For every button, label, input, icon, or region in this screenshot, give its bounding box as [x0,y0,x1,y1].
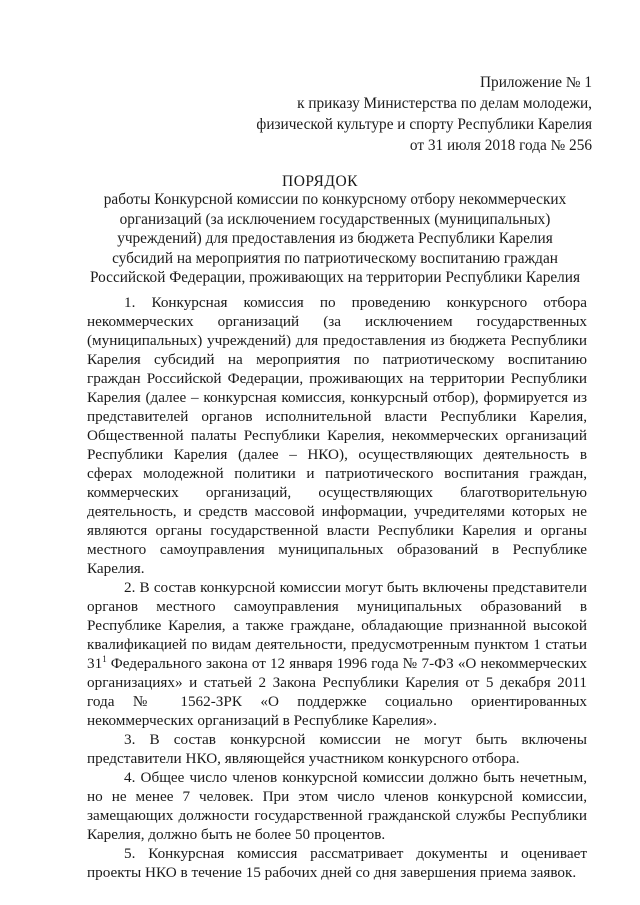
annex-line-2: к приказу Министерства по делам молодежи, [297,95,592,112]
paragraph-3: 3. В состав конкурсной комиссии не могут быть включены представители НКО, являющейся участником конкурсного отбора. [87,731,587,767]
annex-line-4: от 31 июля 2018 года № 256 [409,137,592,154]
paragraph-5: 5. Конкурсная комиссия рассматривает документы и оценивает проекты НКО в течение 15 рабочих дней со дня завершения приема заявок. [87,845,587,881]
paragraph-1: 1. Конкурсная комиссия по проведению конкурсного отбора некоммерческих организаций (за исключением государственных (муниципальных) учреждений) для предоставления из бюджета Республики Карелия субсидий на мероприятия по патриотическому воспитанию граждан Российской Федерации, проживающих на территории Республики Карелия (далее – конкурсная комиссия, конкурсный отбор), формируется из представителей органов исполнительной власти Республики Карелия, Общественной палаты Республики Карелия, некоммерческих организаций Республики Карелия (далее – НКО), осуществляющих деятельность в сферах молодежной политики и патриотического воспитания граждан, коммерческих организаций, осуществляющих благотворительную деятельность, и средств массовой информации, учредителями которых не являются органы государственной власти Республики Карелия и органы местного самоуправления муниципальных образований в Республике Карелия. [87,294,587,577]
annex-header [256,72,592,156]
paragraph-2-part-b: Федерального закона от 12 января 1996 года № 7-ФЗ «О некоммерческих организациях» и статьей 2 Закона Республики Карелия от 5 декабря 2011 года № 1562-ЗРК «О поддержке социально ориентированных некоммерческих организаций в Республике Карелия». [87,655,587,729]
paragraph-4: 4. Общее число членов конкурсной комиссии должно быть нечетным, но не менее 7 человек. При этом число членов конкурсной комиссии, замещающих должности государственной гражданской службы Республики Карелия, должно быть не более 50 процентов. [87,769,587,843]
document-title: ПОРЯДОК [282,173,358,190]
annex-line-3: физической культуре и спорту Республики Карелия [256,116,592,133]
paragraph-2 [87,578,587,730]
document-body [87,293,587,882]
article-superscript: 1 [102,653,107,664]
annex-line-1: Приложение № 1 [480,74,592,91]
document-subtitle: работы Конкурсной комиссии по конкурсному отбору некоммерческих организаций (за исключением государственных (муниципальных) учреждений) для предоставления из бюджета Республики Карелия субсидий на мероприятия по патриотическому воспитанию граждан Российской Федерации, проживающих на территории Республики Карелия [90,191,581,286]
paragraph-2-part-a: 2. В состав конкурсной комиссии могут быть включены представители органов местного самоуправления муниципальных образований в Республике Карелия, а также граждане, обладающие признанной высокой квалификацией по видам деятельности, предусмотренным пунктом 1 статьи 31 [87,579,587,672]
